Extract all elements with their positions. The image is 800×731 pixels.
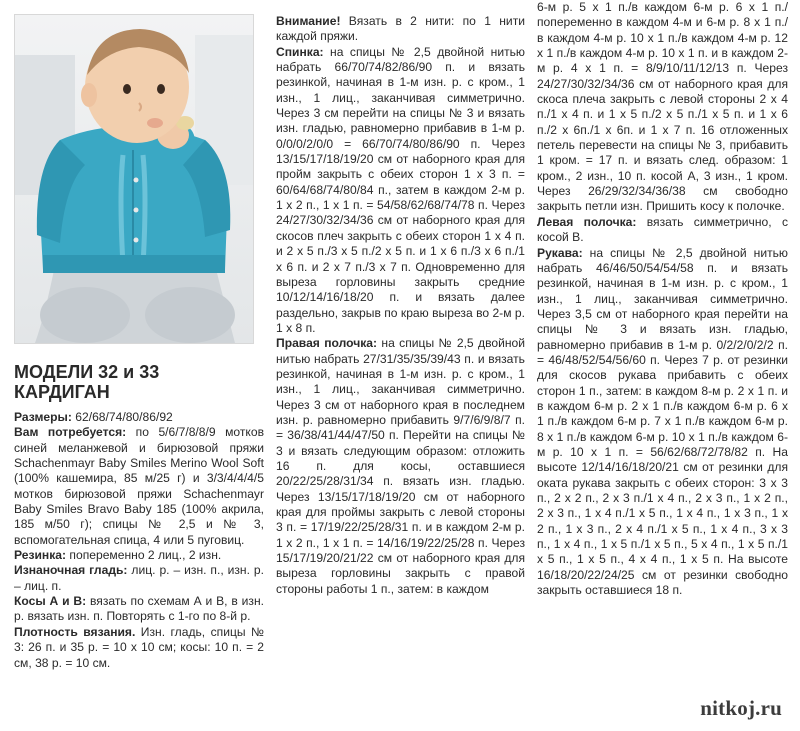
column-2 [276,14,525,597]
label-left-front: Левая полочка: [537,214,637,229]
text-cables: вязать по схемам А и В, в изн. р. вязать изн. п. Повторять с 1-го по 8-й р. [14,594,264,624]
paragraph-sleeves [537,246,788,599]
paragraph-rib [14,548,264,563]
text-back: на спицы № 2,5 двойной нитью набрать 66/70/74/82/86/90 п. и вязать резинкой, начиная в 1-м изн. р. с кром., 1 изн., 1 лиц., заканчивая симметрично. Через 3 см перейти на спицы № 3 и вязать изн. гладью, равномерно прибавив в 1-м р. 0/0/0/2/0/0 = 66/70/74/80/86/90 п. Через 13/15/17/18/19/20 см от наборного края для пройм закрыть с обеих сторон 1 х 3 п. = 60/64/68/74/80/84 п., затем в каждом 2-м р. 1 х 2 п., 1 х 1 п. = 54/58/62/68/74/78 п. Через 24/27/30/32/34/36 см от наборного края для скосов плеч закрыть с обеих сторон 1 х 4 п. и 2 х 5 п./3 х 5 п./2 х 5 п. и 1 х 6 п./3 х 6 п./1 х 6 п. и 2 х 7 п./3 х 7 п. Одновременно для выреза горловины закрыть средние 10/12/14/16/18/20 п. и вязать далее раздельно, закрыв по краю выреза во 2-м р. 1 х 8 п. [276,44,525,335]
paragraph-materials [14,425,264,548]
column-3 [537,0,788,598]
site-watermark: nitkoj.ru [700,696,782,720]
baby-cardigan-illustration [15,15,253,343]
text-right-front: на спицы № 2,5 двойной нитью набрать 27/31/35/35/39/43 п. и вязать резинкой, начиная в 1-м изн. р. с кром., 1 изн., 1 лиц., заканчивая симметрично. Через 3 см от наборного края в последнем изн. р. равномерно прибавить 9/7/6/9/8/7 п. = 36/38/41/44/47/50 п. Перейти на спицы № 3 и вязать следующим образом: отложить 16 п. для косы, оставшиеся 20/22/25/28/31/34 п. вязать изн. гладью. Через 13/15/17/18/19/20 см от наборного края для проймы закрыть с левой стороны 3 п. = 17/19/22/25/28/31 п. и в каждом 2-м р. 1 х 2 п., 1 х 1 п. = 14/16/19/22/25/28 п. Через 15/17/19/20/21/22 см от наборного края для выреза горловины закрыть с правой стороны работы 1 п., затем: в каждом [276,336,525,596]
label-gauge: Плотность вязания. [14,624,136,639]
label-right-front: Правая полочка: [276,336,378,351]
text-attention: Вязать в 2 нити: по 1 нити каждой пряжи. [276,14,525,44]
title-line-1: МОДЕЛИ 32 и 33 [14,362,160,382]
label-back: Спинка: [276,44,324,59]
paragraph-back [276,45,525,337]
paragraph-cables [14,594,264,625]
text-right-front-continued: 6-м р. 5 х 1 п./в каждом 6-м р. 6 х 1 п./попеременно в каждом 4-м и 6-м р. 8 х 1 п./в каждом 4-м р. 10 х 1 п./в каждом 4-м р. 12 х 1 п./в каждом 4-м р. 10 х 1 п. и в каждом 2-м р. 4 х 1 п. = 8/9/10/11/12/13 п. Через 24/27/30/32/34/36 см от наборного края для скоса плеча закрыть с левой стороны 2 х 4 п./1 х 4 п. и 1 х 5 п./2 х 5 п./1 х 5 п. и 1 х 6 п./2 х 6п./1 х 6п. и 1 х 7 п. 16 отложенных петель перевести на спицы № 3, прибавить 1 кром. = 17 п. и вязать след. образом: 1 кром., 2 изн., 10 п. косой А, 3 изн., 1 кром. Через 26/29/32/34/36/38 см свободно закрыть петли изн. Пришить косу к полочке. [537,0,788,214]
text-materials: по 5/6/7/8/8/9 мотков синей меланжевой и бирюзовой пряжи Schachenmayr Baby Smiles Merino Wool Soft (100% кашемира, 85 м/25 г) и 3/3/4/4/4/5 мотков бирюзовой пряжи Schachenmayr Baby Smiles Bravo Baby 185 (100% акрила, 185 м/50 г); спицы № 2,5 и № 3, вспомогательная спица, 4 или 5 пуговиц. [14,425,264,547]
text-sleeves: на спицы № 2,5 двойной нитью набрать 46/46/50/54/54/58 п. и вязать резинкой, начиная в 1-м изн. р. с кром., 1 изн., 1 лиц., заканчивая симметрично. Через 3,5 см от наборного края перейти на спицы № 3 и вязать изн. гладью, равномерно прибавив в 1-м р. 0/2/2/0/2/2 п. = 46/48/52/54/56/60 п. Через 7 р. от резинки для скосов рукава прибавить с обеих сторон 1 п., затем: в каждом 8-м р. 2 х 1 п. и в каждом 6-м р. 2 х 1 п./в каждом 6-м р. 6 х 1 п./в каждом 6-м р. 7 х 1 п./в каждом 6-м р. 8 х 1 п./в каждом 6-м р. 10 х 1 п./в каждом 6-м р. 10 х 1 п. = 56/62/68/72/78/82 п. На высоте 12/14/16/18/20/21 см от резинки для оката рукава закрыть с обеих сторон: 3 х 3 п., 2 х 2 п., 2 х 3 п./1 х 4 п., 2 х 3 п., 1 х 2 п., 2 х 3 п., 1 х 4 п./1 х 5 п., 1 х 4 п., 1 х 3 п., 1 х 2 п., 1 х 3 п., 2 х 4 п./1 х 5 п., 1 х 4 п., 3 х 3 п., 1 х 4 п., 1 х 5 п./1 х 5 п., 5 х 4 п., 1 х 5 п./1 х 5 п., 1 х 5 п., 4 х 4 п., 1 х 5 п. На высоте 16/18/20/22/24/25 см от резинки свободно закрыть оставшиеся 18 п. [537,245,788,598]
text-reverse-stockinette: лиц. р. – изн. п., изн. р. – лиц. п. [14,563,264,593]
paragraph-sizes [14,410,264,425]
baby-photo [14,14,254,344]
label-reverse-stockinette: Изнаночная гладь: [14,563,128,578]
label-sleeves: Рукава: [537,245,583,260]
label-rib: Резинка: [14,548,67,563]
column-1 [14,410,264,671]
label-attention: Внимание! [276,14,341,28]
title-line-2: КАРДИГАН [14,382,110,402]
text-rib: попеременно 2 лиц., 2 изн. [66,548,222,563]
text-gauge: Изн. гладь, спицы № 3: 26 п. и 35 р. = 10 х 10 см; косы: 10 п. = 2 см, 38 р. = 10 см. [14,624,264,670]
label-sizes: Размеры: [14,410,72,424]
label-materials: Вам потребуется: [14,425,127,440]
paragraph-reverse-stockinette [14,563,264,594]
article-title [14,362,264,402]
paragraph-right-front [276,336,525,597]
label-cables: Косы А и В: [14,594,87,609]
text-sizes: 62/68/74/80/86/92 [71,410,173,424]
paragraph-gauge [14,625,264,671]
paragraph-left-front [537,215,788,246]
text-left-front: вязать симметрично, с косой В. [537,214,788,245]
paragraph-attention [276,14,525,45]
paragraph-right-front-continued [537,0,788,215]
